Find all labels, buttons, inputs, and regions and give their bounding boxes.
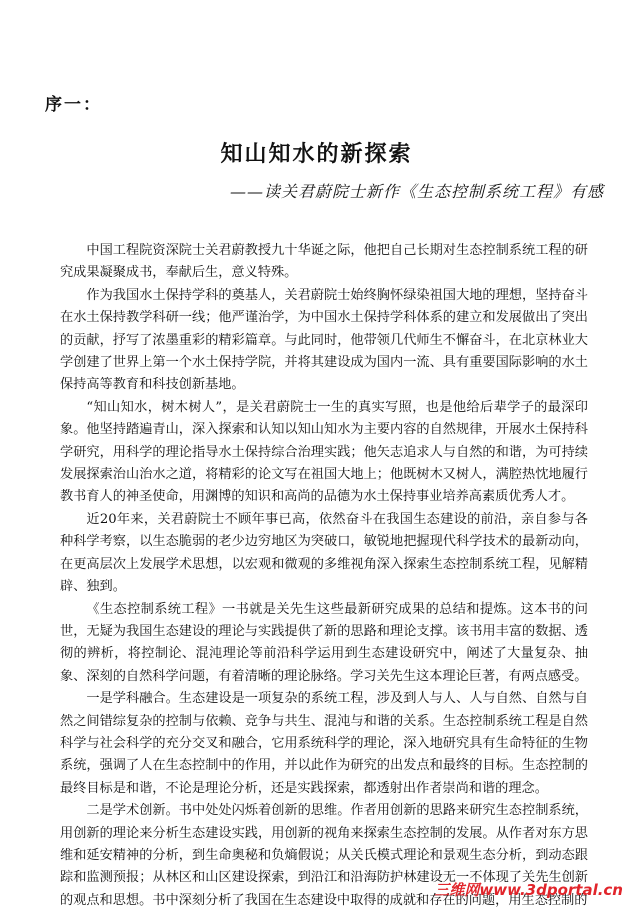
article-subtitle: ——读关君蔚院士新作《生态控制系统工程》有感 <box>230 182 605 201</box>
site-watermark: 三维网www.3dportal.cn <box>434 881 623 899</box>
article-title: 知山知水的新探索 <box>220 141 413 167</box>
paragraph: 《生态控制系统工程》一书就是关先生这些最新研究成果的总结和提炼。这本书的问世，无疑为我国生态建设的理论与实践提供了新的思路和理论支撑。该书用丰富的数据、透彻的辨析，将控制论、混沌理论等前沿科学运用到生态建设研究中，阐述了大量复杂、抽象、深刻的自然科学问题，有着清晰的理论脉络。学习关先生这本理论巨著，有两点感受。 <box>60 601 588 684</box>
paragraph: 中国工程院资深院士关君蔚教授九十华诞之际，他把自己长期对生态控制系统工程的研究成果凝聚成书，奉献后生，意义特殊。 <box>60 243 588 281</box>
paragraph: 作为我国水土保持学科的奠基人，关君蔚院士始终胸怀绿染祖国大地的理想，坚持奋斗在水土保持教学科研一线；他严谨治学，为中国水土保持学科体系的建立和发展做出了突出的贡献，抒写了浓墨重彩的精彩篇章。与此同时，他带领几代师生不懈奋斗，在北京林业大学创建了世界上第一个水土保持学院，并将其建设成为国内一流、具有重要国际影响的水土保持高等教育和科技创新基地。 <box>60 287 588 393</box>
paragraph: 近20年来，关君蔚院士不顾年事已高，依然奋斗在我国生态建设的前沿，亲自参与各种科学考察，以生态脆弱的老少边穷地区为突破口，敏锐地把握现代科学技术的最新动向，在更高层次上发展学术思想，以宏观和微观的多维视角深入探索生态控制系统工程，见解精辟、独到。 <box>60 511 588 595</box>
section-label: 序一： <box>45 95 102 115</box>
paragraph: 一是学科融合。生态建设是一项复杂的系统工程，涉及到人与人、人与自然、自然与自然之间错综复杂的控制与依赖、竞争与共生、混沌与和谐的关系。生态控制系统工程是自然科学与社会科学的充分交叉和融合，它用系统科学的理论，深入地研究具有生命特征的生物系统，强调了人在生态控制中的作用，并以此作为研究的出发点和最终的目标。生态控制的最终目标是和谐，不论是理论分析，还是实践探索，都透射出作者崇尚和谐的理念。 <box>60 691 588 796</box>
paragraph: “知山知水，树木树人”，是关君蔚院士一生的真实写照，也是他给后辈学子的最深印象。他坚持踏遍青山，深入探索和认知以知山知水为主要内容的自然规律，开展水土保持科学研究，用科学的理论指导水土保持综合治理实践；他矢志追求人与自然的和谐，为可持续发展探索治山治水之道，将精彩的论文写在祖国大地上；他既树木又树人，满腔热忱地履行教书育人的神圣使命，用渊博的知识和高尚的品德为水土保持事业培养高素质优秀人才。 <box>60 399 588 505</box>
paragraph: 二是学术创新。书中处处闪烁着创新的思维。作者用创新的思路来研究生态控制系统，用创新的理论来分析生态建设实践，用创新的视角来探索生态控制的发展。从作者对东方思维和延安精神的分析，到生命奥秘和负熵假说；从关氏模式理论和景观生态分析，到动态跟踪和监测预报；从林区和山区建设探索，到沿江和沿海防护林建设无一不体现了关先生创新的观点和思想。书中深刻分析了我国在生态建设中取得的成就和存在的问题，用生态控制的 <box>60 803 588 908</box>
article-body <box>60 240 588 912</box>
